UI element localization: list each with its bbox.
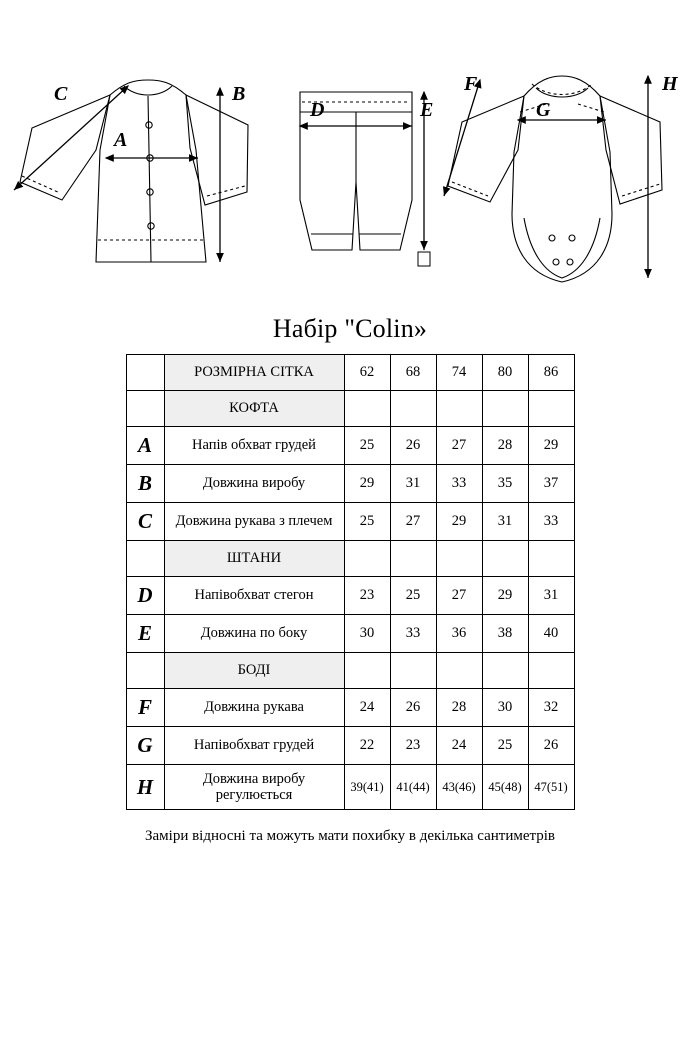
table-header-label: РОЗМІРНА СІТКА [164, 355, 344, 391]
table-row [126, 427, 574, 465]
measurement-value: 26 [528, 727, 574, 765]
size-header-86: 86 [528, 355, 574, 391]
marker-g: G [536, 99, 551, 121]
measurement-value: 24 [436, 727, 482, 765]
marker-d: D [310, 99, 325, 121]
row-marker-letter: G [126, 727, 164, 765]
measurement-value: 31 [482, 503, 528, 541]
measurement-value: 25 [390, 577, 436, 615]
section-blank-cell [390, 541, 436, 577]
measurement-value: 30 [482, 689, 528, 727]
measurement-value: 38 [482, 615, 528, 653]
row-marker-letter: F [126, 689, 164, 727]
measurement-value: 24 [344, 689, 390, 727]
marker-b: B [232, 83, 246, 105]
illustration-svg [0, 0, 700, 300]
marker-a: A [114, 129, 128, 151]
measurement-value: 29 [436, 503, 482, 541]
table-row [126, 465, 574, 503]
row-marker-letter: E [126, 615, 164, 653]
arrow-f [444, 80, 480, 196]
measurement-value: 23 [390, 727, 436, 765]
table-row [126, 727, 574, 765]
section-name: КОФТА [164, 391, 344, 427]
measurement-value: 39(41) [344, 765, 390, 810]
size-header-80: 80 [482, 355, 528, 391]
measurement-value: 25 [482, 727, 528, 765]
table-section-row [126, 391, 574, 427]
measurement-value: 29 [528, 427, 574, 465]
measurement-value: 23 [344, 577, 390, 615]
marker-e: E [420, 99, 434, 121]
measurement-value: 37 [528, 465, 574, 503]
row-marker-letter: C [126, 503, 164, 541]
bodysuit-illustration [448, 76, 662, 282]
measurement-value: 41(44) [390, 765, 436, 810]
section-blank-cell [436, 541, 482, 577]
measurement-value: 32 [528, 689, 574, 727]
measurement-value: 25 [344, 503, 390, 541]
marker-c: C [54, 83, 68, 105]
section-blank-cell [344, 653, 390, 689]
measurement-value: 31 [528, 577, 574, 615]
section-blank-cell [344, 391, 390, 427]
measurement-value: 25 [344, 427, 390, 465]
row-marker-letter [126, 653, 164, 689]
measurement-value: 33 [528, 503, 574, 541]
measurement-name: Напів обхват грудей [164, 427, 344, 465]
section-name: БОДІ [164, 653, 344, 689]
measurement-name: Напівобхват грудей [164, 727, 344, 765]
measurement-value: 35 [482, 465, 528, 503]
table-header-row [126, 355, 574, 391]
size-table-wrap [0, 354, 700, 810]
size-header-62: 62 [344, 355, 390, 391]
size-table [126, 354, 575, 810]
section-blank-cell [528, 653, 574, 689]
section-blank-cell [528, 391, 574, 427]
jacket-illustration [20, 80, 248, 262]
section-blank-cell [436, 391, 482, 427]
section-blank-cell [528, 541, 574, 577]
measurement-value: 29 [482, 577, 528, 615]
measurement-value: 27 [436, 577, 482, 615]
section-blank-cell [482, 653, 528, 689]
section-blank-cell [436, 653, 482, 689]
footnote: Заміри відносні та можуть мати похибку в декілька сантиметрів [144, 828, 556, 845]
measurement-value: 28 [436, 689, 482, 727]
measurement-value: 22 [344, 727, 390, 765]
table-section-row [126, 541, 574, 577]
table-row [126, 577, 574, 615]
size-header-74: 74 [436, 355, 482, 391]
measurement-value: 40 [528, 615, 574, 653]
measurement-name: Довжина виробу [164, 465, 344, 503]
section-name: ШТАНИ [164, 541, 344, 577]
garment-illustrations [0, 0, 700, 300]
row-marker-letter: B [126, 465, 164, 503]
marker-f: F [464, 73, 478, 95]
table-row [126, 615, 574, 653]
measurement-value: 31 [390, 465, 436, 503]
page-title: Набір "Colin» [272, 314, 428, 343]
measurement-value: 26 [390, 427, 436, 465]
measurement-value: 33 [390, 615, 436, 653]
table-row [126, 689, 574, 727]
measurement-value: 33 [436, 465, 482, 503]
measurement-value: 27 [436, 427, 482, 465]
row-marker-letter: D [126, 577, 164, 615]
measurement-value: 27 [390, 503, 436, 541]
measurement-value: 28 [482, 427, 528, 465]
row-marker-letter [126, 541, 164, 577]
measurement-name: Довжина по боку [164, 615, 344, 653]
table-row [126, 765, 574, 810]
marker-h: H [662, 73, 678, 95]
row-marker-letter: A [126, 427, 164, 465]
measurement-value: 30 [344, 615, 390, 653]
section-blank-cell [482, 541, 528, 577]
measurement-name: Напівобхват стегон [164, 577, 344, 615]
section-blank-cell [344, 541, 390, 577]
measurement-value: 47(51) [528, 765, 574, 810]
row-marker-letter: H [126, 765, 164, 810]
section-blank-cell [390, 653, 436, 689]
table-row [126, 503, 574, 541]
measurement-value: 26 [390, 689, 436, 727]
measurement-name: Довжина рукава з плечем [164, 503, 344, 541]
size-header-68: 68 [390, 355, 436, 391]
measurement-value: 29 [344, 465, 390, 503]
measurement-name: Довжина виробу регулюється [164, 765, 344, 810]
measurement-value: 45(48) [482, 765, 528, 810]
measurement-name: Довжина рукава [164, 689, 344, 727]
section-blank-cell [390, 391, 436, 427]
measurement-value: 36 [436, 615, 482, 653]
table-section-row [126, 653, 574, 689]
row-marker-letter [126, 391, 164, 427]
section-blank-cell [482, 391, 528, 427]
measurement-value: 43(46) [436, 765, 482, 810]
header-letter-spacer [126, 355, 164, 391]
arrow-c [14, 86, 128, 190]
